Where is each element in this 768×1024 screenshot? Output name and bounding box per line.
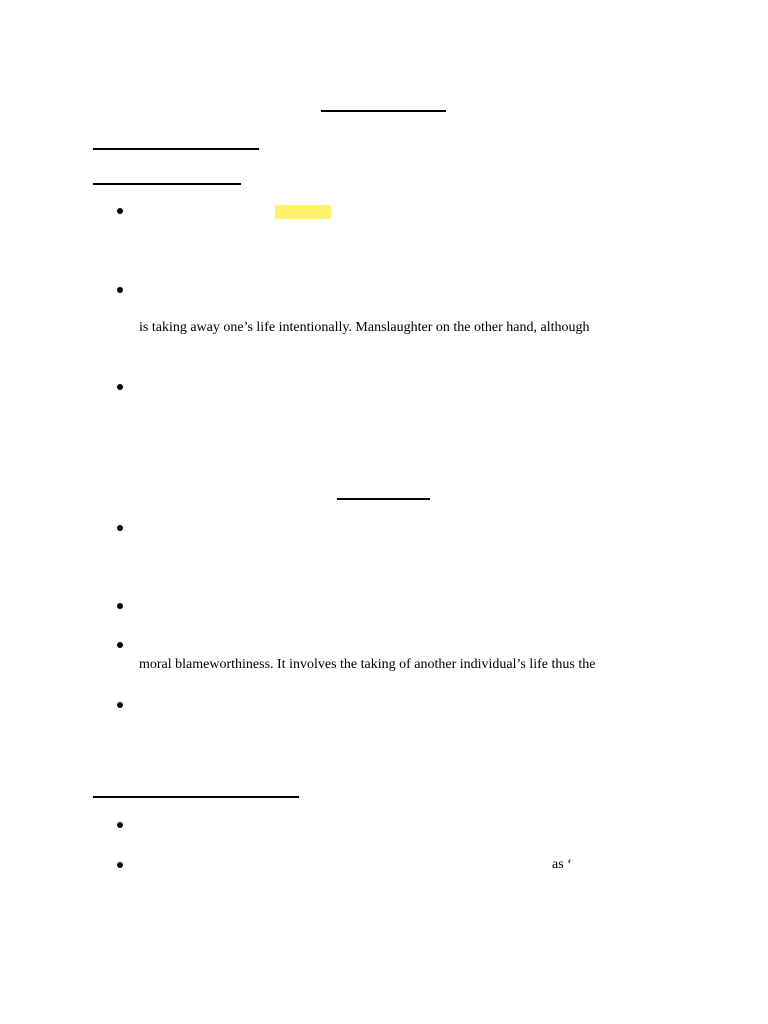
paragraph-line-1: is taking away one’s life intentionally. Manslaughter on the other hand, although	[139, 320, 590, 335]
list-bullet-4	[117, 525, 123, 531]
list-bullet-2	[117, 287, 123, 293]
list-bullet-6	[117, 642, 123, 648]
section-heading-underline-2	[93, 796, 299, 798]
title-underline	[321, 110, 446, 112]
section-heading-underline-1	[93, 148, 259, 150]
subsection-heading-underline	[337, 498, 430, 500]
paragraph-line-2: moral blameworthiness. It involves the taking of another individual’s life thus the	[139, 657, 596, 672]
list-bullet-8	[117, 822, 123, 828]
highlighted-text-span	[275, 205, 331, 219]
list-bullet-5	[117, 603, 123, 609]
list-bullet-3	[117, 384, 123, 390]
paragraph-line-3: as ‘	[552, 857, 572, 872]
list-bullet-1	[117, 208, 123, 214]
subheading-underline-1	[93, 183, 241, 185]
list-bullet-9	[117, 862, 123, 868]
list-bullet-7	[117, 702, 123, 708]
